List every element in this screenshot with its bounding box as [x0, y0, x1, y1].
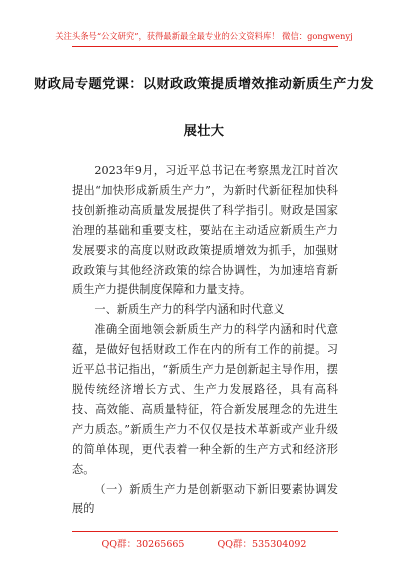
section-heading-1: 一、新质生产力的科学内涵和时代意义: [94, 303, 285, 317]
header-divider: [72, 46, 338, 47]
body-paragraph-section1: 准确全面地领会新质生产力的科学内涵和时代意蕴，是做好包括财政工作在内的所有工作的前提。习近平总书记指出，“新质生产力是创新起主导作用，摆脱传统经济增长方式、生产力发展路径，具有高科技、高效能、高质量特征，符合新发展理念的先进生产力质态。”新质生产力不仅仅是技术革新或产业升级的简单体现，更代表着一种全新的生产方式和经济形态。: [72, 323, 338, 476]
body-paragraph-intro: 2023年9月，习近平总书记在考察黑龙江时首次提出“加快形成新质生产力”，为新时代新征程加快科技创新推动高质量发展提供了科学指引。财政是国家治理的基础和重要支柱，要站在主动适应新质生产力发展要求的高度以财政政策提质增效为抓手，加强财政政策与其他经济政策的综合协调性，为加速培育新质生产力提供制度保障和力量支持。: [72, 164, 338, 297]
document-body: [72, 161, 338, 519]
subsection-heading-1: （一）新质生产力是创新驱动下新旧要素协调发展的: [72, 482, 338, 516]
footer: [0, 536, 408, 550]
document-title-line1: 财政局专题党课：以财政政策提质增效推动新质生产力发: [34, 77, 374, 92]
header-note: 关注头条号“公文研究”，获得最新最全最专业的公文资料库！ 微信：gongwenyj: [55, 31, 353, 41]
document-title-line2: 展壮大: [183, 124, 225, 139]
footer-divider: [72, 531, 338, 532]
footer-qq-group-2: QQ群：535304092: [217, 539, 307, 550]
footer-qq-group-1: QQ群：30265665: [101, 539, 185, 550]
